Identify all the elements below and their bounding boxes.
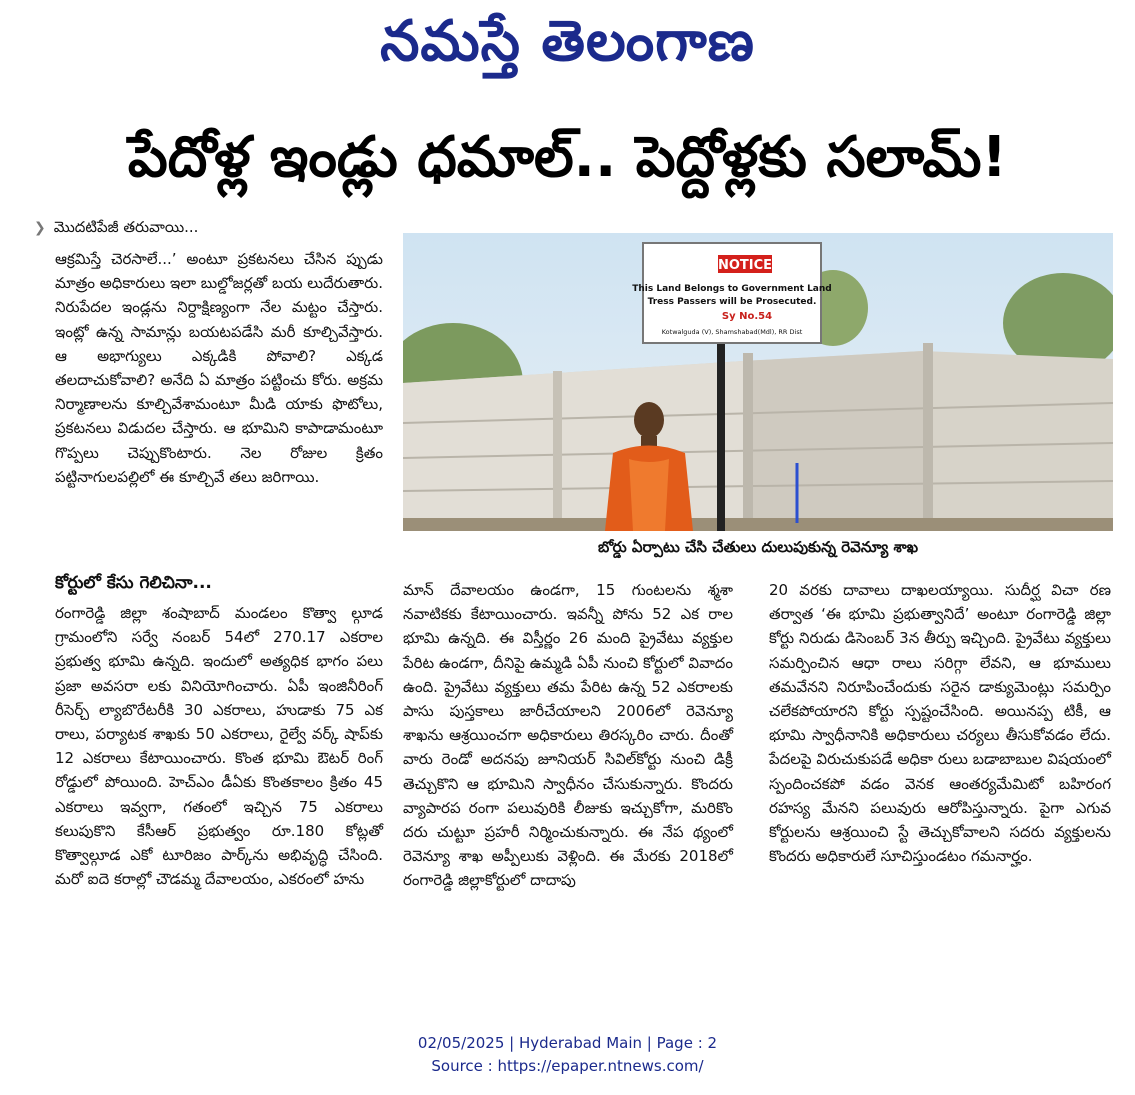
article-column-3: 20 వరకు దావాలు దాఖలయ్యాయి. సుదీర్ఘ విచా రణ తర్వాత ‘ఈ భూమి ప్రభుత్వానిదే’ అంటూ రంగారెడ్డి జిల్లా కోర్టు నిరుడు డిసెంబర్ 3న తీర్పు ఇచ్చింది. ప్రైవేటు వ్యక్తులు సమర్పించిన ఆధా రాలు సరిగ్గా లేవని, ఆ భూములు తమవేనని నిరూపించేందుకు సరైన డాక్యుమెంట్లు సమర్పిం చలేకపోయారని కోర్టు స్పష్టంచేసింది. అయినప్ప టికీ, ఆ భూమి స్వాధీనానికి అధికారులు చర్యలు తీసుకోవడం లేదు. పేదలపై విరుచుకుపడే అధికా రులు బడాబాబుల విషయంలో స్పందించకపో వడం వెనక ఆంతర్యమేమిటో బహిరంగ రహస్య మేనని పలువురు ఆరోపిస్తున్నారు. పైగా ఎగువ కోర్టులను ఆశ్రయించి స్టే తెచ్చుకోవాలని సదరు వ్యక్తులను కొందరు అధికారులే సూచిస్తుండటం గమనార్హం. xyxy=(769,581,1111,866)
masthead-logo: నమస్తే తెలంగాణ xyxy=(380,9,755,74)
sub-heading: కోర్టులో కేసు గెలిచినా... xyxy=(55,573,212,593)
chevron-right-icon: ❯ xyxy=(34,220,46,236)
footer-source: Source : https://epaper.ntnews.com/ xyxy=(431,1057,704,1075)
notice-line1: This Land Belongs to Government Land xyxy=(632,284,832,294)
continuation-kicker xyxy=(34,218,198,240)
article-column-2: మాన్ దేవాలయం ఉండగా, 15 గుంటలను శ్మశా నవాటికకు కేటాయించారు. ఇవన్నీ పోను 52 ఎక రాల భూమి ఉన్నది. ఈ విస్తీర్ణం 26 మంది ప్రైవేటు వ్యక్తుల పేరిట ఉండగా, దీనిపై ఉమ్మడి ఏపీ నుంచి కోర్టులో వివాదం ఉంది. ప్రైవేటు వ్యక్తులు తమ పేరిట ఉన్న 52 ఎకరాలకు పాసు పుస్తకాలు జారీచేయాలని 2006లో రెవెన్యూ శాఖను ఆశ్రయించగా అధికారులు తిరస్కరిం చారు. దీంతో వారు రెండో అదనపు జూనియర్ సివిల్‌కోర్టు నుంచి డిక్రీ తెచ్చుకొని ఆ భూమిని స్వాధీనం చేసుకున్నారు. కొందరు వ్యాపారప రంగా పలువురికి లీజుకు ఇచ్చుకోగా, మరికొం దరు చుట్టూ ప్రహరీ నిర్మించుకున్నారు. ఈ నేప థ్యంలో రెవెన్యూ శాఖ అప్పీలుకు వెళ్లింది. ఈ మేరకు 2018లో రంగారెడ్డి జిల్లాకోర్టులో దాదాపు xyxy=(403,581,733,890)
notice-survey-no: Sy No.54 xyxy=(721,311,773,322)
notice-line2: Tress Passers will be Prosecuted. xyxy=(647,297,817,307)
notice-place: Kotwalguda (V), Shamshabad(Mdl), RR Dist xyxy=(661,328,803,336)
news-photo xyxy=(403,233,1113,531)
footer-date-edition: 02/05/2025 | Hyderabad Main | Page : 2 xyxy=(417,1034,718,1052)
article-column-1: రంగారెడ్డి జిల్లా శంషాబాద్ మండలం కొత్వా ల్గూడ గ్రామంలోని సర్వే నంబర్ 54లో 270.17 ఎకరాల ప్రభుత్వ భూమి ఉన్నది. ఇందులో అత్యధిక భాగం పలు ప్రజా అవసరా లకు వినియోగించారు. ఏపీ ఇంజినీరింగ్ రీసెర్చ్ ల్యాబొరేటరీకి 30 ఎకరాలు, హుడాకు 75 ఎక రాలు, పర్యాటక శాఖకు 50 ఎకరాలు, రైల్వే వర్క్ షాప్‌కు 12 ఎకరాలు కేటాయించారు. కొంత భూమి ఔటర్ రింగ్ రోడ్డులో పోయింది. హెచ్‌ఎం డీఏకు కొంతకాలం క్రితం 45 ఎకరాలు ఇవ్వగా, గతంలో ఇచ్చిన 75 ఎకరాలు కలుపుకొని కేసీఆర్ ప్రభుత్వం రూ.180 కోట్లతో కొత్వాల్గూడ ఎకో టూరిజం పార్క్‌ను అభివృద్ధి చేసింది. మరో ఐదె కరాల్లో చౌడమ్మ దేవాలయం, ఎకరంలో హను xyxy=(55,604,383,889)
intro-paragraph: ఆక్రమిస్తే చెరసాలే...’ అంటూ ప్రకటనలు చేసిన ప్పుడు మాత్రం అధికారులు ఇలా బుల్డోజర్లతో బయ లుదేరుతారు. నిరుపేదల ఇండ్లను నిర్దాక్షిణ్యంగా నేల మట్టం చేస్తారు. ఇంట్లో ఉన్న సామాన్లు బయటపడేసి మరీ కూల్చివేస్తారు. ఆ అభాగ్యులు ఎక్కడికి పోవాలి? ఎక్కడ తలదాచుకోవాలి? అనేది ఏ మాత్రం పట్టించు కోరు. అక్రమ నిర్మాణాలను కూల్చివేశామంటూ మీడి యాకు ఫొటోలు, ప్రకటనలు విడుదల చేస్తారు. ఆ భూమిని కాపాడామంటూ గొప్పలు చెప్పుకొంటారు. నెల రోజుల క్రితం పట్టినాగులపల్లిలో ఈ కూల్చివే తలు జరిగాయి. xyxy=(55,250,384,486)
headline: పేదోళ్ల ఇండ్లు ధమాల్.. పెద్దోళ్లకు సలామ్! xyxy=(127,125,1008,190)
footer xyxy=(0,1032,1135,1078)
notice-title: NOTICE xyxy=(717,258,773,273)
photo-caption: బోర్డు ఏర్పాటు చేసి చేతులు దులుపుకున్న రెవెన్యూ శాఖ xyxy=(597,538,919,556)
kicker-text: మొదటిపేజీ తరువాయి... xyxy=(53,218,199,236)
